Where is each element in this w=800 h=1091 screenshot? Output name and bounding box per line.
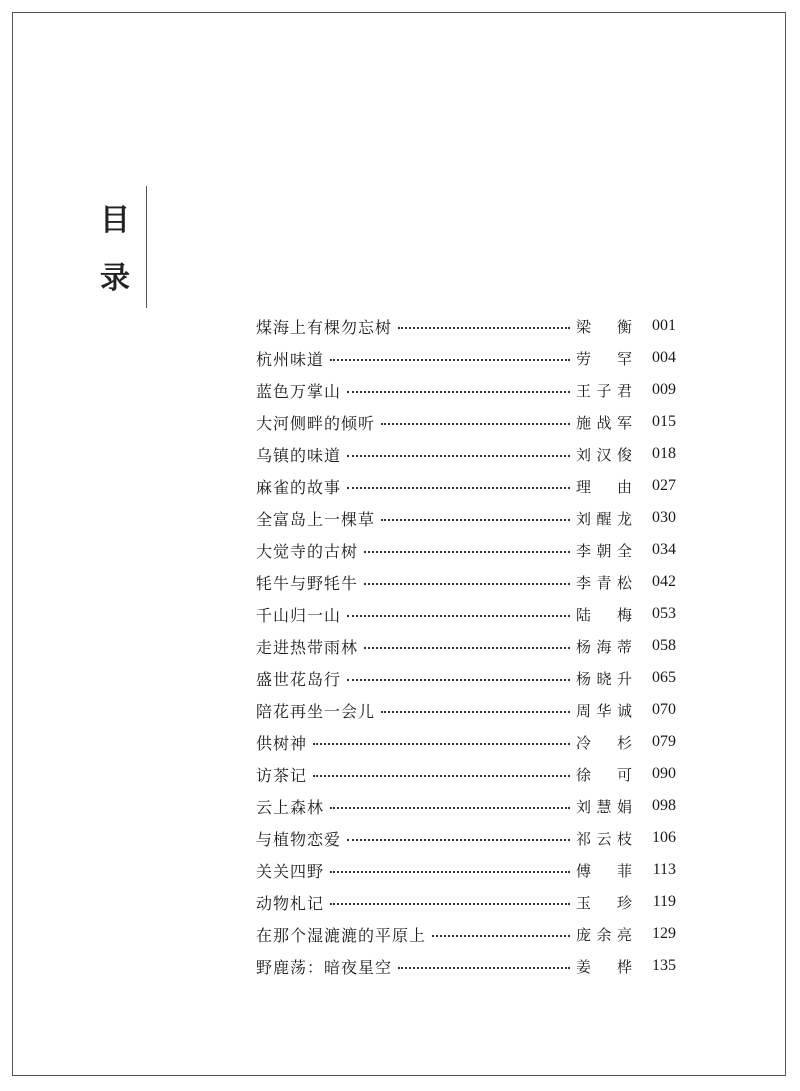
entry-author: 杨海蒂	[576, 637, 632, 656]
dot-leader	[381, 519, 570, 521]
heading-char-1: 目	[100, 203, 130, 238]
toc-heading	[96, 188, 148, 308]
entry-title: 野鹿荡：暗夜星空	[256, 957, 393, 977]
entry-page-number: 027	[652, 477, 676, 494]
toc-entry[interactable]	[256, 918, 676, 950]
entry-author: 劳 罕	[576, 349, 632, 368]
toc-entry[interactable]	[256, 886, 676, 918]
entry-author: 李朝全	[576, 541, 632, 560]
entry-page-number: 079	[652, 733, 676, 750]
entry-title: 走进热带雨林	[256, 637, 359, 657]
dot-leader	[347, 391, 570, 393]
entry-author: 梁 衡	[576, 317, 632, 336]
entry-author: 王子君	[576, 381, 632, 400]
dot-leader	[330, 807, 570, 809]
dot-leader	[398, 967, 570, 969]
entry-title: 千山归一山	[256, 605, 342, 625]
entry-title: 麻雀的故事	[256, 477, 342, 497]
entry-author: 周华诚	[576, 701, 632, 720]
dot-leader	[398, 327, 570, 329]
entry-title: 盛世花岛行	[256, 669, 342, 689]
entry-title: 云上森林	[256, 797, 325, 817]
dot-leader	[364, 551, 570, 553]
entry-author: 祁云枝	[576, 829, 632, 848]
entry-author: 姜 桦	[576, 957, 632, 976]
toc-entry[interactable]	[256, 438, 676, 470]
entry-title: 动物札记	[256, 893, 325, 913]
dot-leader	[432, 935, 570, 937]
entry-page-number: 018	[652, 445, 676, 462]
entry-author: 理 由	[576, 477, 632, 496]
toc-entry[interactable]	[256, 726, 676, 758]
toc-entry[interactable]	[256, 630, 676, 662]
entry-title: 煤海上有棵勿忘树	[256, 317, 393, 337]
dot-leader	[381, 423, 570, 425]
table-of-contents	[256, 310, 676, 982]
dot-leader	[330, 903, 570, 905]
dot-leader	[330, 871, 570, 873]
entry-title: 供树神	[256, 733, 308, 753]
entry-page-number: 058	[652, 637, 676, 654]
toc-entry[interactable]	[256, 598, 676, 630]
entry-author: 傅 菲	[576, 861, 632, 880]
entry-title: 牦牛与野牦牛	[256, 573, 359, 593]
entry-page-number: 001	[652, 317, 676, 334]
dot-leader	[381, 711, 570, 713]
entry-author: 杨晓升	[576, 669, 632, 688]
entry-page-number: 042	[652, 573, 676, 590]
entry-title: 杭州味道	[256, 349, 325, 369]
entry-title: 大河侧畔的倾听	[256, 413, 376, 433]
entry-page-number: 015	[652, 413, 676, 430]
dot-leader	[347, 839, 570, 841]
entry-page-number: 070	[652, 701, 676, 718]
toc-entry[interactable]	[256, 502, 676, 534]
entry-title: 全富岛上一棵草	[256, 509, 376, 529]
entry-page-number: 090	[652, 765, 676, 782]
entry-page-number: 009	[652, 381, 676, 398]
entry-page-number: 119	[652, 893, 676, 910]
entry-page-number: 053	[652, 605, 676, 622]
toc-entry[interactable]	[256, 374, 676, 406]
entry-title: 蓝色万掌山	[256, 381, 342, 401]
entry-page-number: 030	[652, 509, 676, 526]
entry-page-number: 034	[652, 541, 676, 558]
toc-entry[interactable]	[256, 854, 676, 886]
dot-leader	[364, 647, 570, 649]
entry-page-number: 065	[652, 669, 676, 686]
entry-page-number: 004	[652, 349, 676, 366]
entry-author: 冷 杉	[576, 733, 632, 752]
entry-author: 施战军	[576, 413, 632, 432]
toc-entry[interactable]	[256, 534, 676, 566]
entry-page-number: 113	[652, 861, 676, 878]
dot-leader	[313, 775, 570, 777]
toc-entry[interactable]	[256, 758, 676, 790]
entry-author: 玉 珍	[576, 893, 632, 912]
entry-author: 徐 可	[576, 765, 632, 784]
dot-leader	[364, 583, 570, 585]
entry-title: 访茶记	[256, 765, 308, 785]
heading-char-2: 录	[100, 261, 130, 296]
toc-entry[interactable]	[256, 566, 676, 598]
toc-entry[interactable]	[256, 950, 676, 982]
entry-title: 乌镇的味道	[256, 445, 342, 465]
dot-leader	[347, 615, 570, 617]
dot-leader	[347, 487, 570, 489]
entry-author: 李青松	[576, 573, 632, 592]
heading-divider	[146, 186, 147, 308]
toc-entry[interactable]	[256, 822, 676, 854]
entry-author: 刘醒龙	[576, 509, 632, 528]
toc-entry[interactable]	[256, 342, 676, 374]
toc-entry[interactable]	[256, 694, 676, 726]
toc-entry[interactable]	[256, 662, 676, 694]
entry-author: 刘慧娟	[576, 797, 632, 816]
entry-title: 与植物恋爱	[256, 829, 342, 849]
toc-entry[interactable]	[256, 406, 676, 438]
entry-title: 在那个湿漉漉的平原上	[256, 925, 427, 945]
dot-leader	[347, 455, 570, 457]
dot-leader	[330, 359, 570, 361]
entry-page-number: 098	[652, 797, 676, 814]
entry-title: 关关四野	[256, 861, 325, 881]
entry-author: 庞余亮	[576, 925, 632, 944]
entry-author: 陆 梅	[576, 605, 632, 624]
entry-author: 刘汉俊	[576, 445, 632, 464]
toc-entry[interactable]	[256, 310, 676, 342]
toc-entry[interactable]	[256, 470, 676, 502]
entry-page-number: 106	[652, 829, 676, 846]
toc-entry[interactable]	[256, 790, 676, 822]
entry-page-number: 129	[652, 925, 676, 942]
dot-leader	[347, 679, 570, 681]
dot-leader	[313, 743, 570, 745]
entry-title: 大觉寺的古树	[256, 541, 359, 561]
entry-title: 陪花再坐一会儿	[256, 701, 376, 721]
entry-page-number: 135	[652, 957, 676, 974]
